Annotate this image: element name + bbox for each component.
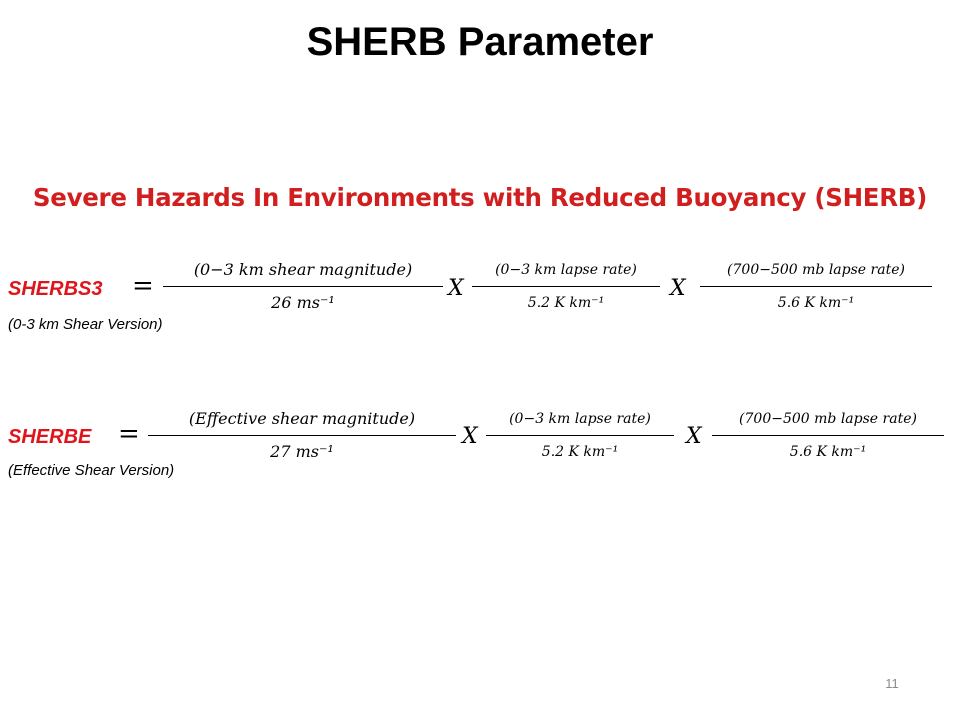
fraction-numerator: (0−3 km lapse rate): [509, 411, 651, 427]
fraction-bar: [486, 435, 674, 436]
multiply-sign: X: [448, 276, 464, 301]
slide-title: SHERB Parameter: [306, 20, 654, 64]
fraction-denominator: 5.6 K km⁻¹: [777, 295, 855, 311]
fraction-denominator: 5.2 K km⁻¹: [541, 444, 619, 460]
multiply-sign: X: [686, 424, 702, 449]
fraction-bar: [700, 286, 932, 287]
fraction-bar: [148, 435, 456, 436]
equation-name: SHERBE: [8, 426, 92, 448]
fraction-numerator: (700−500 mb lapse rate): [727, 262, 905, 278]
equals-sign: =: [118, 419, 140, 449]
equation-note: (0-3 km Shear Version): [8, 316, 163, 333]
fraction-shear: [163, 256, 443, 318]
fraction-denominator: 5.6 K km⁻¹: [789, 444, 867, 460]
fraction-numerator: (0−3 km lapse rate): [495, 262, 637, 278]
equals-sign: =: [132, 271, 154, 301]
multiply-sign: X: [462, 424, 478, 449]
fraction-denominator: 27 ms⁻¹: [270, 442, 334, 461]
fraction-numerator: (700−500 mb lapse rate): [739, 411, 917, 427]
fraction-numerator: (Effective shear magnitude): [188, 409, 416, 428]
equation-name: SHERBS3: [8, 278, 103, 300]
fraction-numerator: (0−3 km shear magnitude): [193, 260, 413, 279]
fraction-bar: [472, 286, 660, 287]
multiply-sign: X: [670, 276, 686, 301]
fraction-low-lapse-rate: [486, 405, 674, 467]
fraction-mid-lapse-rate: [712, 405, 944, 467]
fraction-denominator: 5.2 K km⁻¹: [527, 295, 605, 311]
equation-note: (Effective Shear Version): [8, 462, 175, 479]
slide-subtitle: Severe Hazards In Environments with Reduced Buoyancy (SHERB): [32, 183, 928, 212]
page-number: 11: [885, 676, 899, 691]
fraction-effective-shear: [148, 405, 456, 467]
fraction-bar: [712, 435, 944, 436]
fraction-mid-lapse-rate: [700, 256, 932, 318]
fraction-denominator: 26 ms⁻¹: [271, 293, 335, 312]
fraction-bar: [163, 286, 443, 287]
fraction-low-lapse-rate: [472, 256, 660, 318]
